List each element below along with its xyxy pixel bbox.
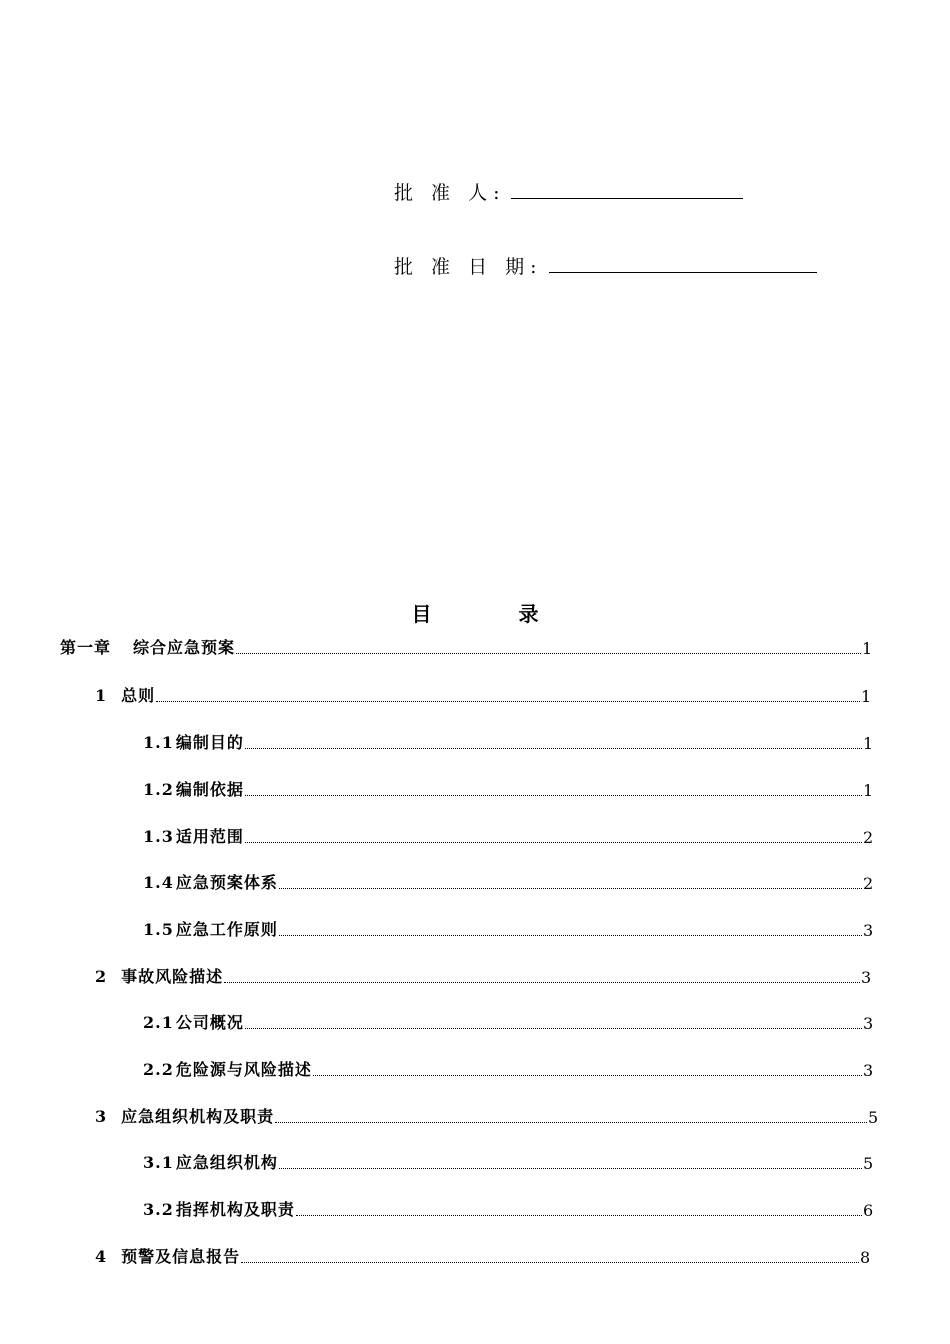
- toc-entry-number: 第一章: [60, 638, 112, 657]
- toc-title: 目 录: [411, 602, 579, 626]
- toc-entry-page: 3: [863, 1061, 874, 1080]
- toc-leader-dots: [296, 1214, 862, 1216]
- approver-signature-line: [511, 197, 743, 199]
- toc-leader-dots: [275, 1121, 867, 1123]
- toc-entry-text: 综合应急预案: [133, 638, 236, 657]
- toc-leader-dots: [241, 1261, 859, 1263]
- toc-entry-number: 1.4: [143, 873, 174, 892]
- approval-date-label: 批 准 日 期:: [394, 256, 543, 278]
- toc-entry-text: 编制依据: [175, 780, 244, 799]
- toc-entry-page: 3: [863, 1014, 874, 1033]
- toc-entry-number: 1: [95, 686, 108, 705]
- toc-entry-chapter-1[interactable]: [60, 636, 872, 658]
- toc-leader-dots: [245, 747, 862, 749]
- toc-entry-text: 适用范围: [175, 827, 244, 846]
- toc-entry-page: 1: [863, 734, 874, 753]
- toc-leader-dots: [236, 652, 861, 654]
- toc-leader-dots: [313, 1074, 862, 1076]
- toc-entry-number: 1.1: [143, 733, 174, 752]
- approval-date-field: [394, 252, 817, 279]
- toc-entry-page: 1: [863, 781, 874, 800]
- approval-date-line: [549, 271, 817, 273]
- toc-entry-1-1[interactable]: [143, 731, 873, 753]
- approver-field: [394, 178, 743, 205]
- toc-entry-number: 3: [95, 1107, 108, 1126]
- toc-entry-text: 应急组织机构及职责: [121, 1107, 275, 1126]
- toc-entry-page: 1: [862, 639, 873, 658]
- toc-entry-1-5[interactable]: [143, 918, 873, 940]
- toc-entry-2-1[interactable]: [143, 1011, 873, 1033]
- toc-leader-dots: [245, 841, 862, 843]
- toc-entry-2-2[interactable]: [143, 1058, 873, 1080]
- approver-label: 批 准 人:: [394, 182, 506, 204]
- toc-entry-text: 总则: [121, 686, 156, 705]
- toc-entry-text: 预警及信息报告: [121, 1247, 241, 1266]
- toc-entry-page: 1: [861, 687, 872, 706]
- toc-entry-page: 3: [863, 921, 874, 940]
- toc-entry-number: 2.2: [143, 1060, 174, 1079]
- toc-leader-dots: [224, 981, 860, 983]
- toc-entry-page: 2: [863, 874, 874, 893]
- toc-leader-dots: [245, 1027, 862, 1029]
- toc-entry-1[interactable]: [95, 684, 871, 706]
- toc-entry-page: 5: [868, 1108, 879, 1127]
- toc-entry-page: 5: [863, 1154, 874, 1173]
- toc-entry-text: 事故风险描述: [121, 967, 224, 986]
- toc-entry-number: 2.1: [143, 1013, 174, 1032]
- toc-entry-text: 公司概况: [175, 1013, 244, 1032]
- toc-leader-dots: [279, 934, 862, 936]
- toc-entry-number: 1.2: [143, 780, 174, 799]
- toc-entry-1-3[interactable]: [143, 825, 873, 847]
- toc-leader-dots: [279, 887, 862, 889]
- toc-entry-page: 3: [861, 968, 872, 987]
- toc-entry-text: 应急组织机构: [175, 1153, 278, 1172]
- toc-leader-dots: [156, 700, 860, 702]
- toc-entry-page: 8: [860, 1248, 871, 1267]
- toc-entry-number: 3.2: [143, 1200, 174, 1219]
- toc-entry-text: 应急预案体系: [175, 873, 278, 892]
- toc-leader-dots: [245, 794, 862, 796]
- toc-entry-number: 1.3: [143, 827, 174, 846]
- toc-entry-3-2[interactable]: [143, 1198, 873, 1220]
- toc-entry-2[interactable]: [95, 965, 871, 987]
- toc-entry-number: 1.5: [143, 920, 174, 939]
- toc-entry-text: 编制目的: [175, 733, 244, 752]
- toc-entry-text: 指挥机构及职责: [175, 1200, 295, 1219]
- toc-entry-1-2[interactable]: [143, 778, 873, 800]
- toc-entry-3[interactable]: [95, 1105, 878, 1127]
- toc-entry-text: 危险源与风险描述: [175, 1060, 312, 1079]
- toc-entry-page: 2: [863, 828, 874, 847]
- toc-entry-3-1[interactable]: [143, 1151, 873, 1173]
- toc-entry-number: 4: [95, 1247, 108, 1266]
- toc-entry-1-4[interactable]: [143, 871, 873, 893]
- toc-entry-page: 6: [863, 1201, 874, 1220]
- toc-entry-4[interactable]: [95, 1245, 870, 1267]
- toc-entry-number: 2: [95, 967, 108, 986]
- toc-entry-number: 3.1: [143, 1153, 174, 1172]
- toc-leader-dots: [279, 1167, 862, 1169]
- toc-entry-text: 应急工作原则: [175, 920, 278, 939]
